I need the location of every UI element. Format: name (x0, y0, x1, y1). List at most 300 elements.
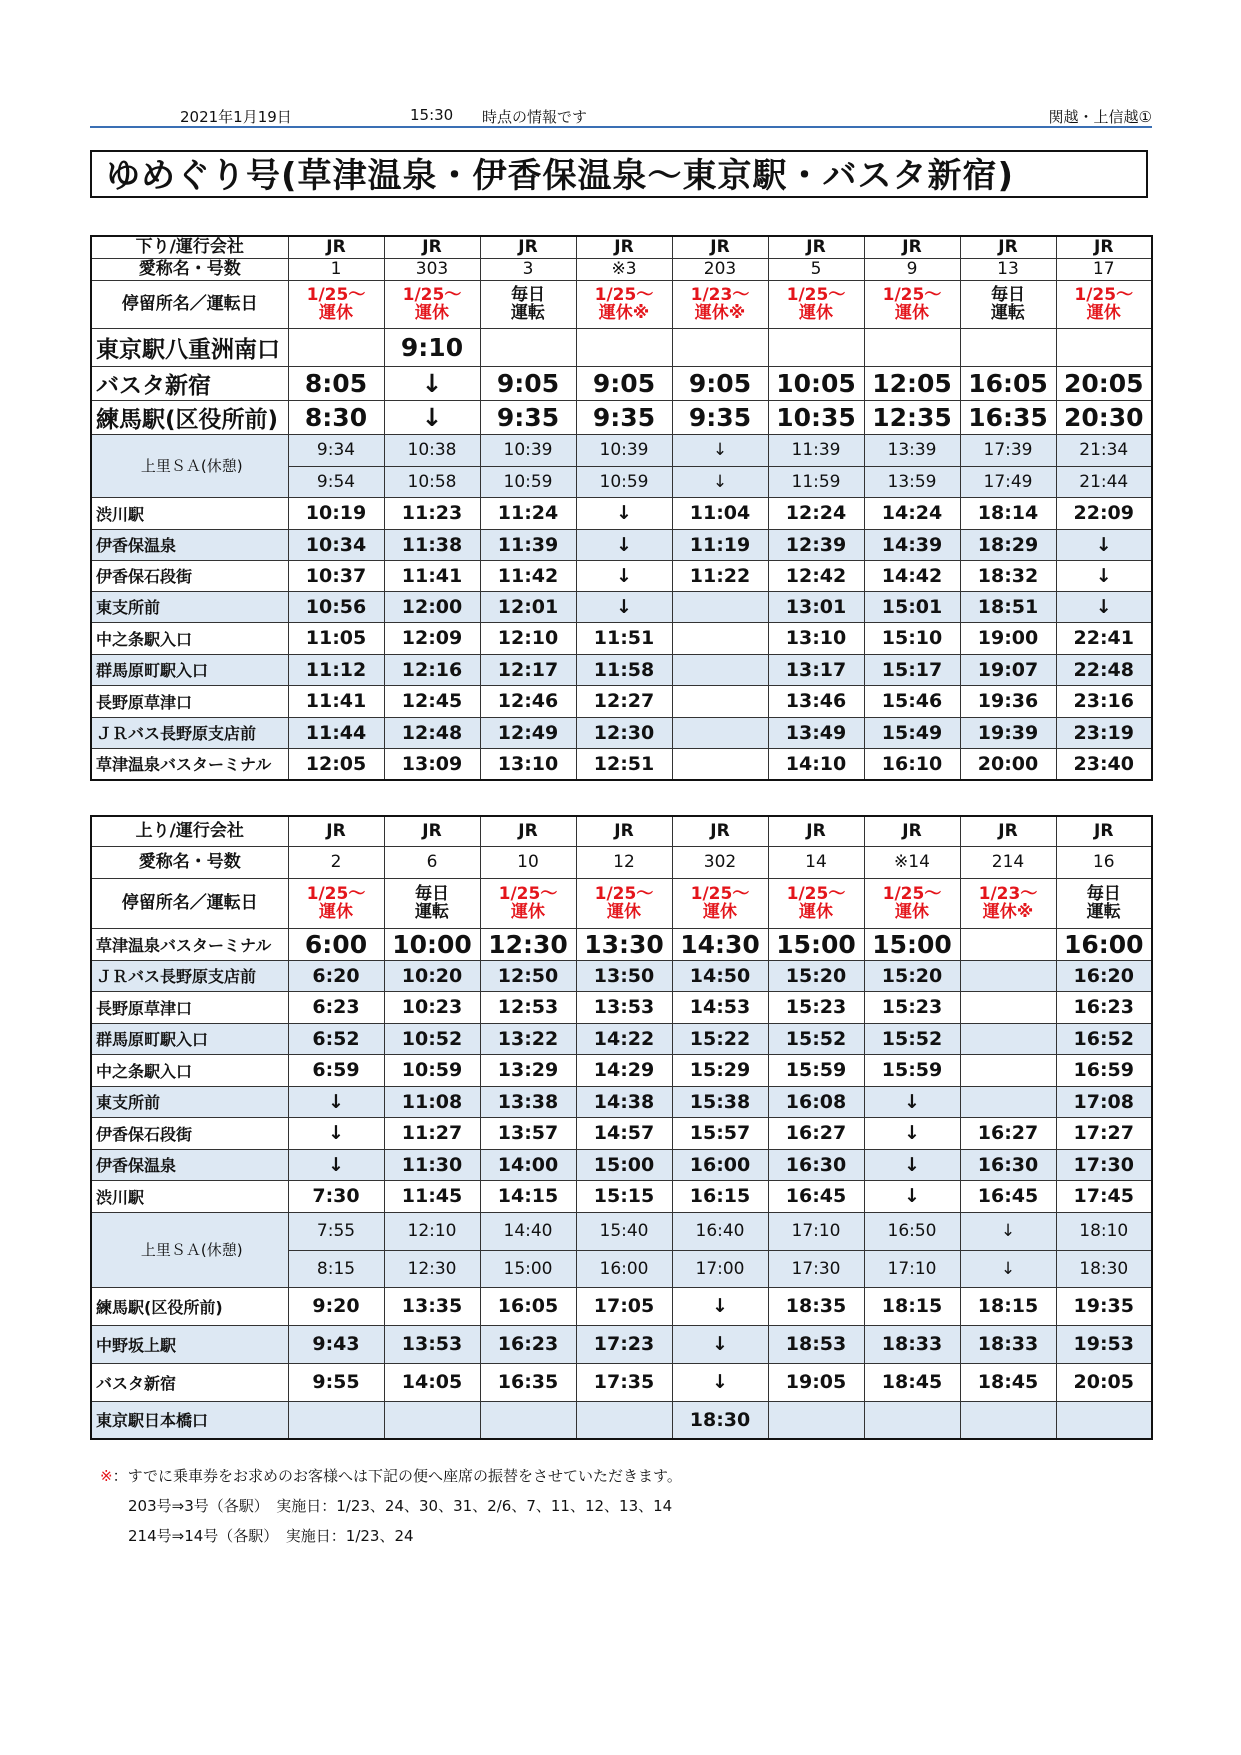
time-cell (1056, 328, 1152, 366)
time-cell: 15:52 (864, 1023, 960, 1054)
time-cell: 13:57 (480, 1117, 576, 1149)
time-cell: 14:53 (672, 991, 768, 1023)
operation-days-line2: 運休 (1086, 303, 1121, 323)
note-line-3: 214号⇒14号（各駅） 実施日：1/23、24 (128, 1527, 414, 1545)
time-cell: 9:43 (288, 1325, 384, 1363)
header-region: 関越・上信越① (1048, 108, 1152, 126)
time-cell (960, 1212, 1056, 1287)
time-cell (672, 685, 768, 717)
time-cell: 13:46 (768, 685, 864, 717)
time-cell: 16:59 (1056, 1054, 1152, 1086)
service-number-cell: 12 (576, 846, 672, 878)
time-cell: 15:49 (864, 717, 960, 748)
table-row (91, 1086, 1152, 1117)
time-cell (864, 1401, 960, 1439)
time-cell: ↓ (576, 497, 672, 529)
time-cell: 13:50 (576, 960, 672, 991)
time-cell: 15:59 (768, 1054, 864, 1086)
stop-name: 伊香保石段街 (91, 1117, 288, 1149)
time-cell: 16:30 (768, 1149, 864, 1180)
time-cell: 14:42 (864, 560, 960, 591)
operation-days-line2: 運休※ (694, 303, 746, 323)
stop-name: 伊香保温泉 (91, 529, 288, 560)
time-cell: 10:37 (288, 560, 384, 591)
time-cell: 9:05 (672, 366, 768, 400)
table-row (91, 328, 1152, 366)
arrival-time: 10:39 (577, 435, 672, 467)
operation-days-cell (864, 280, 960, 328)
table-row (91, 685, 1152, 717)
time-cell: 9:10 (384, 328, 480, 366)
time-cell: 15:20 (864, 960, 960, 991)
operation-days-cell (864, 878, 960, 928)
arrival-time: 9:34 (289, 435, 384, 467)
stop-name: ＪＲバス長野原支店前 (91, 717, 288, 748)
departure-time: 17:00 (695, 1258, 745, 1279)
time-cell: 15:15 (576, 1180, 672, 1212)
time-cell: 12:09 (384, 622, 480, 654)
time-cell: 16:27 (768, 1117, 864, 1149)
time-cell: ↓ (384, 400, 480, 434)
time-cell: 17:23 (576, 1325, 672, 1363)
table-row (91, 497, 1152, 529)
operation-days-line2: 運休 (319, 303, 353, 323)
operation-days-cell (672, 280, 768, 328)
operation-days-line2: 運休 (319, 902, 353, 922)
stop-name: 東支所前 (91, 1086, 288, 1117)
time-cell (960, 434, 1056, 497)
operation-days-cell (384, 878, 480, 928)
arrival-time: 7:55 (289, 1213, 384, 1251)
time-cell: 17:45 (1056, 1180, 1152, 1212)
company-cell: JR (288, 816, 384, 846)
stop-name: バスタ新宿 (91, 1363, 288, 1401)
stop-name: 草津温泉バスターミナル (91, 748, 288, 780)
time-cell: 14:30 (672, 928, 768, 960)
time-cell (384, 1401, 480, 1439)
operation-days-line1: 1/25～ (306, 285, 366, 305)
time-cell: 11:45 (384, 1180, 480, 1212)
time-cell (960, 991, 1056, 1023)
time-cell: 15:52 (768, 1023, 864, 1054)
time-cell: 10:56 (288, 591, 384, 622)
header-row-days (91, 280, 1152, 328)
time-cell: 12:53 (480, 991, 576, 1023)
arrival-time: 17:10 (769, 1213, 864, 1251)
time-cell: 12:01 (480, 591, 576, 622)
time-cell: 11:41 (384, 560, 480, 591)
time-cell: 6:00 (288, 928, 384, 960)
time-cell: 11:04 (672, 497, 768, 529)
operation-days-line2: 運休 (511, 902, 545, 922)
time-cell: 15:22 (672, 1023, 768, 1054)
time-cell: 16:10 (864, 748, 960, 780)
time-cell: 13:49 (768, 717, 864, 748)
arrival-time: ↓ (673, 435, 768, 467)
time-cell: 19:07 (960, 654, 1056, 685)
service-number-cell: ※3 (576, 258, 672, 280)
time-cell: 23:16 (1056, 685, 1152, 717)
time-cell: 15:20 (768, 960, 864, 991)
time-cell: 18:45 (864, 1363, 960, 1401)
time-cell (1056, 1401, 1152, 1439)
time-cell: 18:53 (768, 1325, 864, 1363)
table-row (91, 991, 1152, 1023)
time-cell: ↓ (576, 529, 672, 560)
time-cell: 7:30 (288, 1180, 384, 1212)
time-cell: ↓ (672, 1287, 768, 1325)
arrival-time: 13:39 (865, 435, 960, 467)
operation-days-cell (960, 878, 1056, 928)
time-cell: 13:09 (384, 748, 480, 780)
time-cell: 15:17 (864, 654, 960, 685)
departure-time: 11:59 (791, 471, 841, 492)
time-cell: 13:17 (768, 654, 864, 685)
time-cell (960, 328, 1056, 366)
time-cell: 9:05 (480, 366, 576, 400)
time-cell: 12:35 (864, 400, 960, 434)
header-row-days (91, 878, 1152, 928)
service-number-cell: 17 (1056, 258, 1152, 280)
time-cell: 11:30 (384, 1149, 480, 1180)
time-cell: 15:00 (576, 1149, 672, 1180)
note-text-1: ：すでに乗車券をお求めのお客様へは下記の便へ座席の振替をさせていただきます。 (112, 1467, 682, 1485)
time-cell (672, 1212, 768, 1287)
time-cell: 18:45 (960, 1363, 1056, 1401)
time-cell (864, 434, 960, 497)
operation-days-line1: 1/25～ (306, 884, 366, 904)
time-cell: ↓ (864, 1149, 960, 1180)
operation-days-line1: 1/23～ (978, 884, 1038, 904)
table-row (91, 1325, 1152, 1363)
time-cell: 13:29 (480, 1054, 576, 1086)
operation-days-line1: 毎日 (511, 285, 545, 305)
time-cell: 19:36 (960, 685, 1056, 717)
departure-time: 10:58 (407, 471, 457, 492)
stop-name: 上里ＳＡ(休憩) (91, 434, 288, 497)
operation-days-line1: 毎日 (991, 285, 1025, 305)
company-cell: JR (672, 236, 768, 258)
operation-days-line2: 運休 (799, 902, 833, 922)
company-cell: JR (960, 236, 1056, 258)
time-cell: 14:22 (576, 1023, 672, 1054)
time-cell: 11:27 (384, 1117, 480, 1149)
table-row (91, 560, 1152, 591)
service-number-cell: ※14 (864, 846, 960, 878)
table-row (91, 1023, 1152, 1054)
time-cell (672, 717, 768, 748)
time-cell: 15:57 (672, 1117, 768, 1149)
time-cell: 11:23 (384, 497, 480, 529)
time-cell: ↓ (864, 1117, 960, 1149)
time-cell (672, 591, 768, 622)
operation-days-line1: 毎日 (1086, 884, 1121, 904)
time-cell: ↓ (384, 366, 480, 400)
service-number-cell: 16 (1056, 846, 1152, 878)
operation-days-line1: 1/25～ (402, 285, 462, 305)
time-cell: ↓ (1056, 560, 1152, 591)
time-cell (864, 1212, 960, 1287)
time-cell (1056, 434, 1152, 497)
arrival-time: 16:40 (673, 1213, 768, 1251)
company-cell: JR (288, 236, 384, 258)
table-row (91, 960, 1152, 991)
time-cell: 13:22 (480, 1023, 576, 1054)
time-cell (288, 434, 384, 497)
company-cell: JR (1056, 816, 1152, 846)
table-row (91, 366, 1152, 400)
operation-days-line2: 運転 (415, 902, 449, 922)
time-cell: 16:23 (480, 1325, 576, 1363)
time-cell: 13:53 (384, 1325, 480, 1363)
time-cell: ↓ (1056, 529, 1152, 560)
time-cell: 9:35 (576, 400, 672, 434)
time-cell: 12:17 (480, 654, 576, 685)
time-cell (672, 328, 768, 366)
service-number-cell: 6 (384, 846, 480, 878)
service-number-cell: 2 (288, 846, 384, 878)
stop-name: 中之条駅入口 (91, 622, 288, 654)
stop-name: 長野原草津口 (91, 685, 288, 717)
arrival-time: 10:39 (481, 435, 576, 467)
arrival-time: 17:39 (961, 435, 1056, 467)
time-cell: 17:05 (576, 1287, 672, 1325)
time-cell (672, 748, 768, 780)
operation-days-line2: 運休※ (982, 902, 1034, 922)
table-row (91, 591, 1152, 622)
time-cell: 11:39 (480, 529, 576, 560)
time-cell: 14:24 (864, 497, 960, 529)
operation-days-cell (288, 878, 384, 928)
operation-days-cell (576, 280, 672, 328)
time-cell: 17:30 (1056, 1149, 1152, 1180)
time-cell: 19:35 (1056, 1287, 1152, 1325)
time-cell (864, 328, 960, 366)
time-cell: 9:55 (288, 1363, 384, 1401)
time-cell: 12:05 (864, 366, 960, 400)
stop-name: 上里ＳＡ(休憩) (91, 1212, 288, 1287)
stop-name: 東京駅日本橋口 (91, 1401, 288, 1439)
time-cell (960, 928, 1056, 960)
time-cell: 11:41 (288, 685, 384, 717)
time-cell: 11:24 (480, 497, 576, 529)
time-cell: 11:58 (576, 654, 672, 685)
arrival-time: 21:34 (1057, 435, 1152, 467)
arrival-time: 18:10 (1057, 1213, 1152, 1251)
header-row-number (91, 258, 1152, 280)
page-title: ゆめぐり号(草津温泉・伊香保温泉～東京駅・バスタ新宿) (90, 150, 1148, 198)
header-days-label: 停留所名／運転日 (91, 878, 288, 928)
time-cell: 8:30 (288, 400, 384, 434)
time-cell: 12:30 (480, 928, 576, 960)
time-cell: 9:35 (672, 400, 768, 434)
operation-days-cell (288, 280, 384, 328)
time-cell (576, 1212, 672, 1287)
service-number-cell: 13 (960, 258, 1056, 280)
service-number-cell: 1 (288, 258, 384, 280)
time-cell: 8:05 (288, 366, 384, 400)
table-row (91, 622, 1152, 654)
time-cell: 12:45 (384, 685, 480, 717)
time-cell: 18:14 (960, 497, 1056, 529)
time-cell: 9:05 (576, 366, 672, 400)
departure-time: 15:00 (503, 1258, 553, 1279)
table-row (91, 529, 1152, 560)
time-cell: 12:48 (384, 717, 480, 748)
time-cell: 13:35 (384, 1287, 480, 1325)
time-cell: 17:08 (1056, 1086, 1152, 1117)
time-cell: 16:23 (1056, 991, 1152, 1023)
operation-days-line1: 1/25～ (1074, 285, 1134, 305)
header-date: 2021年1月19日 (180, 108, 292, 126)
time-cell: 16:00 (672, 1149, 768, 1180)
operation-days-cell (1056, 280, 1152, 328)
operation-days-line1: 1/25～ (882, 285, 942, 305)
time-cell: 11:19 (672, 529, 768, 560)
time-cell: 12:10 (480, 622, 576, 654)
departure-time: 10:59 (503, 471, 553, 492)
time-cell: ↓ (576, 591, 672, 622)
table-row (91, 1401, 1152, 1439)
header-row-company (91, 816, 1152, 846)
time-cell (960, 1401, 1056, 1439)
time-cell (960, 960, 1056, 991)
time-cell: 13:10 (480, 748, 576, 780)
time-cell: 15:10 (864, 622, 960, 654)
stop-name: 練馬駅(区役所前) (91, 1287, 288, 1325)
time-cell: 13:38 (480, 1086, 576, 1117)
stop-name: 群馬原町駅入口 (91, 1023, 288, 1054)
service-number-cell: 9 (864, 258, 960, 280)
time-cell: 18:33 (864, 1325, 960, 1363)
time-cell (1056, 1212, 1152, 1287)
arrival-time: 10:38 (385, 435, 480, 467)
time-cell (576, 328, 672, 366)
time-cell: 11:38 (384, 529, 480, 560)
operation-days-line1: 1/25～ (594, 884, 654, 904)
time-cell: 15:46 (864, 685, 960, 717)
time-cell: 20:30 (1056, 400, 1152, 434)
operation-days-line1: 1/25～ (786, 884, 846, 904)
company-cell: JR (480, 816, 576, 846)
company-cell: JR (576, 236, 672, 258)
stop-name: 伊香保温泉 (91, 1149, 288, 1180)
departure-time: ↓ (712, 471, 728, 492)
time-cell: 16:35 (960, 400, 1056, 434)
service-number-cell: 303 (384, 258, 480, 280)
time-cell: ↓ (864, 1180, 960, 1212)
time-cell: 11:05 (288, 622, 384, 654)
down-timetable (90, 235, 1153, 781)
time-cell: 16:45 (960, 1180, 1056, 1212)
time-cell (768, 1212, 864, 1287)
arrival-time: 16:50 (865, 1213, 960, 1251)
time-cell: 18:32 (960, 560, 1056, 591)
time-cell: 14:29 (576, 1054, 672, 1086)
time-cell: 12:27 (576, 685, 672, 717)
time-cell: 6:20 (288, 960, 384, 991)
company-cell: JR (384, 236, 480, 258)
time-cell: 20:00 (960, 748, 1056, 780)
time-cell (288, 328, 384, 366)
time-cell: 18:33 (960, 1325, 1056, 1363)
time-cell: 10:59 (384, 1054, 480, 1086)
time-cell: 16:15 (672, 1180, 768, 1212)
time-cell: 14:39 (864, 529, 960, 560)
arrival-time: 11:39 (769, 435, 864, 467)
company-cell: JR (480, 236, 576, 258)
time-cell: 16:08 (768, 1086, 864, 1117)
time-cell: 10:05 (768, 366, 864, 400)
arrival-time: 14:40 (481, 1213, 576, 1251)
operation-days-line1: 1/25～ (498, 884, 558, 904)
header-company-label: 下り/運行会社 (91, 236, 288, 258)
time-cell: 6:59 (288, 1054, 384, 1086)
time-cell: 18:35 (768, 1287, 864, 1325)
page-header (90, 104, 1152, 128)
stop-name: 渋川駅 (91, 1180, 288, 1212)
time-cell: 12:05 (288, 748, 384, 780)
table-row (91, 1363, 1152, 1401)
table-row (91, 400, 1152, 434)
operation-days-cell (672, 878, 768, 928)
operation-days-line1: 1/25～ (882, 884, 942, 904)
time-cell: 17:27 (1056, 1117, 1152, 1149)
time-cell: 22:09 (1056, 497, 1152, 529)
operation-days-cell (768, 280, 864, 328)
time-cell (480, 1212, 576, 1287)
departure-time: 17:49 (983, 471, 1033, 492)
table-row (91, 1054, 1152, 1086)
time-cell: 19:00 (960, 622, 1056, 654)
time-cell: 12:42 (768, 560, 864, 591)
time-cell: 11:12 (288, 654, 384, 685)
company-cell: JR (1056, 236, 1152, 258)
time-cell: 19:39 (960, 717, 1056, 748)
time-cell: 15:29 (672, 1054, 768, 1086)
operation-days-line1: 1/25～ (690, 884, 750, 904)
time-cell (672, 654, 768, 685)
time-cell (288, 1401, 384, 1439)
time-cell: 18:29 (960, 529, 1056, 560)
service-number-cell: 3 (480, 258, 576, 280)
time-cell: 13:01 (768, 591, 864, 622)
stop-name: 群馬原町駅入口 (91, 654, 288, 685)
time-cell: 20:05 (1056, 366, 1152, 400)
time-cell (960, 1086, 1056, 1117)
table-row (91, 717, 1152, 748)
departure-time: 17:30 (791, 1258, 841, 1279)
time-cell: 6:52 (288, 1023, 384, 1054)
time-cell: 16:27 (960, 1117, 1056, 1149)
departure-time: 8:15 (316, 1258, 356, 1279)
time-cell: 15:23 (768, 991, 864, 1023)
operation-days-line2: 運転 (991, 303, 1025, 323)
service-number-cell: 14 (768, 846, 864, 878)
operation-days-cell (1056, 878, 1152, 928)
time-cell: 14:50 (672, 960, 768, 991)
header-row-number (91, 846, 1152, 878)
table-row (91, 748, 1152, 780)
stop-name: 中野坂上駅 (91, 1325, 288, 1363)
time-cell: 12:39 (768, 529, 864, 560)
header-number-label: 愛称名・号数 (91, 258, 288, 280)
time-cell: ↓ (288, 1149, 384, 1180)
service-number-cell: 203 (672, 258, 768, 280)
time-cell: 10:35 (768, 400, 864, 434)
operation-days-cell (768, 878, 864, 928)
note-mark: ※ (100, 1467, 113, 1485)
